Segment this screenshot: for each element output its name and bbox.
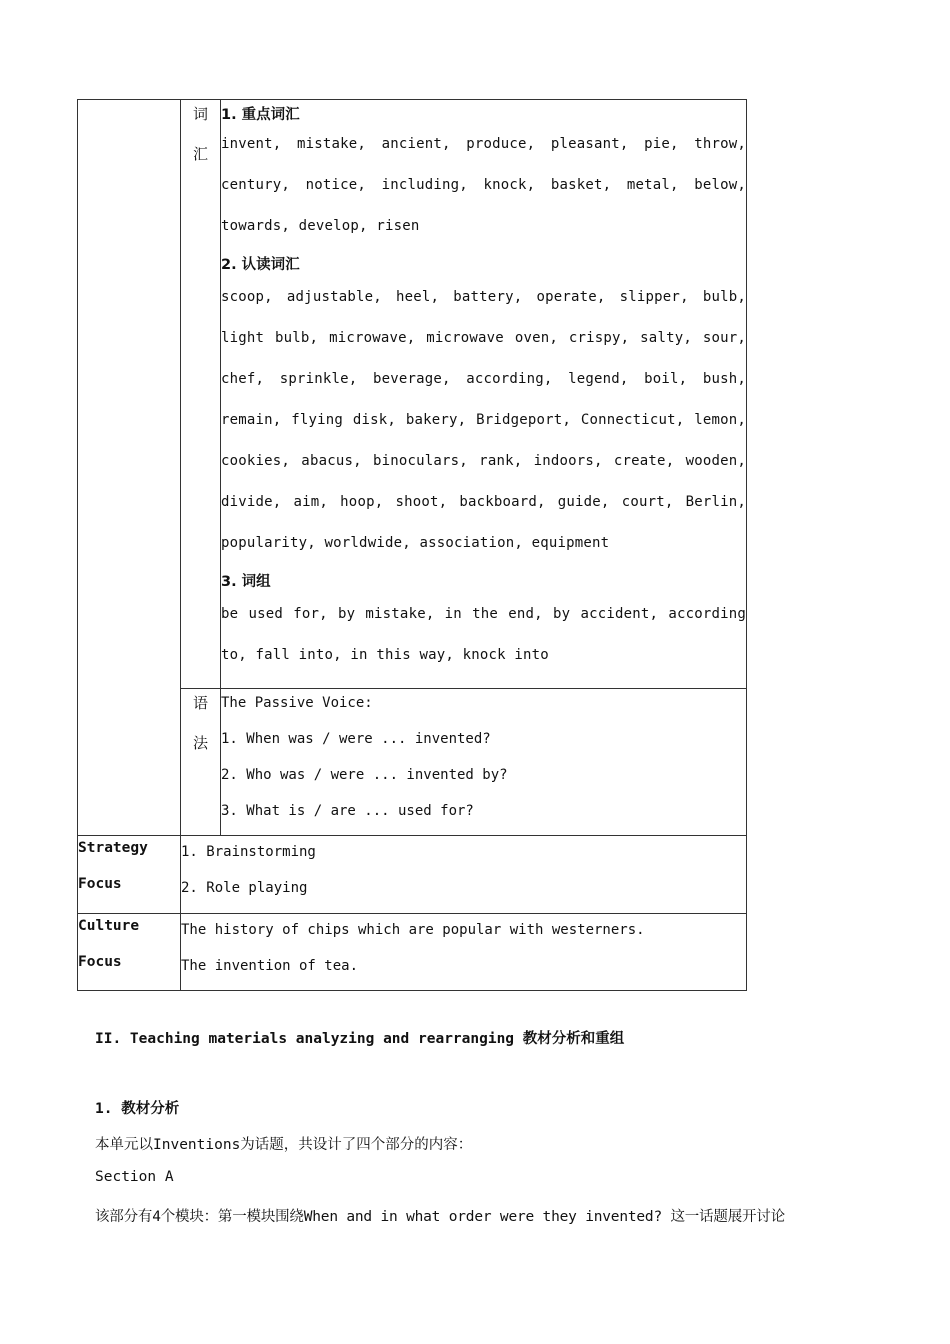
strategy-label-cell [78, 836, 181, 914]
phrases-heading: 3. 词组 [221, 574, 271, 590]
phrases-line-2: to, fall into, in this way, knock into [221, 647, 549, 663]
culture-label-line-2: Focus [78, 954, 122, 970]
grammar-line-3: 2. Who was / were ... invented by? [221, 767, 508, 783]
reading-vocab-line-2: light bulb, microwave, microwave oven, crispy, salty, sour, [221, 330, 746, 346]
subsection-1-title: 1. 教材分析 [95, 1101, 180, 1117]
vocab-label-char-2: 汇 [192, 145, 208, 163]
key-vocab-heading: 1. 重点词汇 [221, 107, 300, 123]
culture-label-line-1: Culture [78, 918, 140, 934]
culture-line-2: The invention of tea. [181, 958, 359, 974]
strategy-content-cell [181, 836, 747, 914]
reading-vocab-line-5: cookies, abacus, binoculars, rank, indoors, create, wooden, [221, 453, 746, 469]
key-vocab-line-1: invent, mistake, ancient, produce, pleasant, pie, throw, [221, 136, 746, 152]
vocab-label-char-1: 词 [192, 105, 208, 123]
reading-vocab-line-6: divide, aim, hoop, shoot, backboard, guide, court, Berlin, [221, 494, 746, 510]
culture-line-1: The history of chips which are popular with westerners. [181, 922, 645, 938]
grammar-label-char-2: 法 [192, 734, 208, 752]
reading-vocab-line-1: scoop, adjustable, heel, battery, operate, slipper, bulb, [221, 289, 746, 305]
grammar-content-cell [221, 689, 747, 836]
section-2-title: II. Teaching materials analyzing and rearranging 教材分析和重组 [95, 1031, 625, 1047]
vocab-label-cell [181, 100, 221, 689]
key-vocab-line-2: century, notice, including, knock, basket, metal, below, [221, 177, 746, 193]
grammar-line-1: The Passive Voice: [221, 695, 373, 711]
culture-content-cell [181, 914, 747, 991]
strategy-row [78, 836, 747, 914]
grammar-label-char-1: 语 [192, 694, 208, 712]
culture-row [78, 914, 747, 991]
strategy-line-2: 2. Role playing [181, 880, 308, 896]
reading-vocab-heading: 2. 认读词汇 [221, 257, 300, 273]
grammar-line-4: 3. What is / are ... used for? [221, 803, 474, 819]
strategy-line-1: 1. Brainstorming [181, 844, 316, 860]
vocab-content-cell [221, 100, 747, 689]
vocabulary-row [78, 100, 747, 689]
strategy-label-line-1: Strategy [78, 840, 148, 856]
phrases-line-1: be used for, by mistake, in the end, by accident, according [221, 606, 746, 622]
section-a-paragraph: 该部分有4个模块：第一模块围绕When and in what order were they invented? 这一话题展开讨论 [95, 1209, 785, 1225]
section-a-heading: Section A [95, 1169, 174, 1185]
teaching-objectives-table [77, 99, 747, 991]
grammar-label-cell [181, 689, 221, 836]
culture-label-cell [78, 914, 181, 991]
reading-vocab-line-7: popularity, worldwide, association, equipment [221, 535, 610, 551]
intro-paragraph: 本单元以Inventions为话题，共设计了四个部分的内容： [95, 1137, 473, 1153]
strategy-label-line-2: Focus [78, 876, 122, 892]
key-vocab-line-3: towards, develop, risen [221, 218, 420, 234]
empty-left-cell [78, 100, 181, 836]
reading-vocab-line-4: remain, flying disk, bakery, Bridgeport, Connecticut, lemon, [221, 412, 746, 428]
reading-vocab-line-3: chef, sprinkle, beverage, according, legend, boil, bush, [221, 371, 746, 387]
grammar-line-2: 1. When was / were ... invented? [221, 731, 491, 747]
